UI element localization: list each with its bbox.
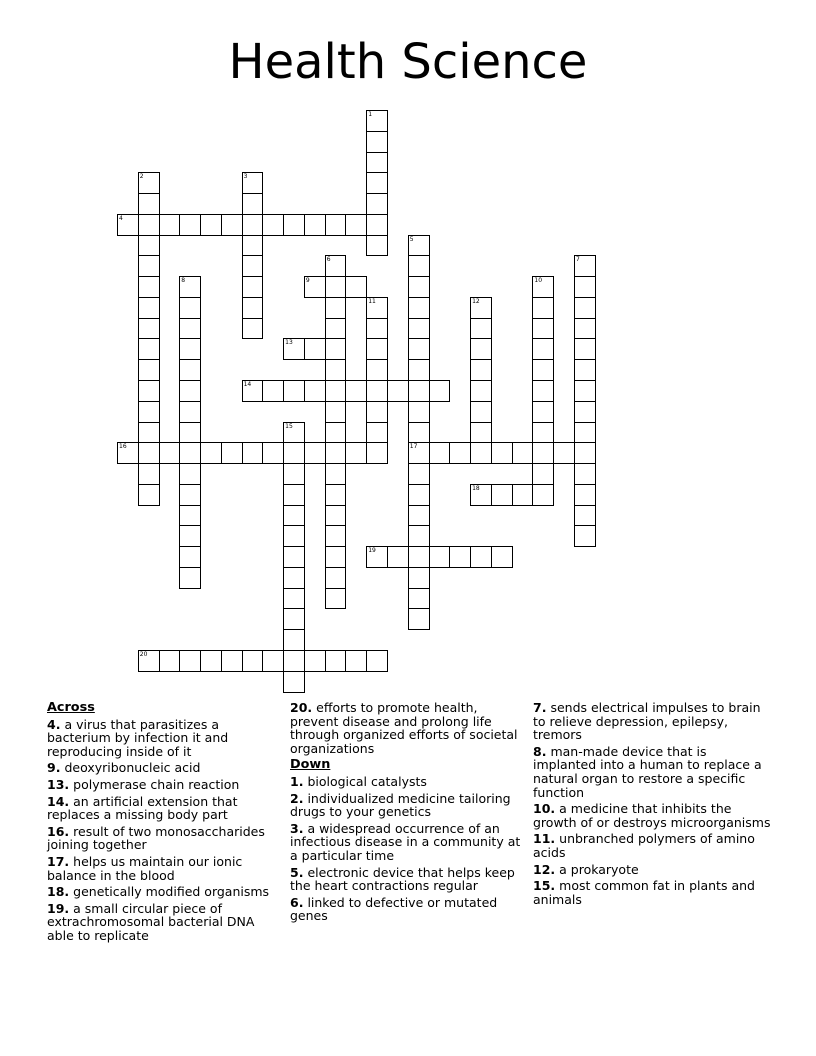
grid-cell[interactable]	[325, 318, 347, 340]
grid-cell[interactable]	[470, 546, 492, 568]
grid-cell[interactable]	[574, 442, 596, 464]
grid-cell[interactable]	[221, 214, 243, 236]
grid-cell[interactable]	[138, 463, 160, 485]
grid-cell[interactable]	[408, 338, 430, 360]
grid-cell[interactable]	[325, 650, 347, 672]
clue-down-3: 3. a widespread occurrence of an infectious disease in a community at a particular time	[290, 820, 521, 863]
clue-number: 3	[243, 173, 248, 181]
grid-cell[interactable]	[366, 235, 388, 257]
grid-cell[interactable]	[408, 567, 430, 589]
grid-cell[interactable]	[366, 152, 388, 174]
grid-cell[interactable]	[366, 401, 388, 423]
grid-cell[interactable]	[283, 608, 305, 630]
grid-cell[interactable]	[242, 650, 264, 672]
grid-cell[interactable]	[387, 380, 409, 402]
grid-cell[interactable]	[325, 505, 347, 527]
grid-cell[interactable]	[179, 214, 201, 236]
grid-cell[interactable]	[179, 505, 201, 527]
grid-cell[interactable]	[179, 276, 201, 298]
grid-cell[interactable]	[491, 484, 513, 506]
grid-cell[interactable]	[408, 380, 430, 402]
grid-cell[interactable]	[574, 297, 596, 319]
grid-cell[interactable]	[491, 546, 513, 568]
grid-cell[interactable]	[366, 214, 388, 236]
grid-cell[interactable]	[138, 276, 160, 298]
clue-number: 15	[285, 422, 293, 430]
grid-cell[interactable]	[283, 422, 305, 444]
grid-cell[interactable]	[408, 359, 430, 381]
grid-cell[interactable]	[304, 214, 326, 236]
grid-cell[interactable]	[200, 650, 222, 672]
clue-across-18: 18. genetically modified organisms	[47, 884, 270, 900]
grid-cell[interactable]	[325, 214, 347, 236]
grid-cell[interactable]	[325, 255, 347, 277]
grid-cell[interactable]	[345, 214, 367, 236]
grid-cell[interactable]	[325, 442, 347, 464]
grid-cell[interactable]	[179, 338, 201, 360]
clue-down-5: 5. electronic device that helps keep the heart contractions regular	[290, 864, 515, 894]
grid-cell[interactable]	[574, 318, 596, 340]
grid-cell[interactable]	[179, 297, 201, 319]
grid-cell[interactable]	[408, 525, 430, 547]
grid-cell[interactable]	[283, 463, 305, 485]
clue-across-13: 13. polymerase chain reaction	[47, 776, 240, 792]
clue-across-14: 14. an artificial extension that replaces a missing body part	[47, 793, 238, 823]
grid-cell[interactable]	[138, 235, 160, 257]
grid-cell[interactable]	[179, 442, 201, 464]
grid-cell[interactable]	[366, 359, 388, 381]
grid-cell[interactable]	[138, 193, 160, 215]
down-heading: Down	[290, 757, 331, 773]
grid-cell[interactable]	[345, 650, 367, 672]
grid-cell[interactable]	[138, 422, 160, 444]
grid-cell[interactable]	[117, 442, 139, 464]
grid-cell[interactable]	[325, 338, 347, 360]
grid-cell[interactable]	[138, 442, 160, 464]
grid-cell[interactable]	[242, 193, 264, 215]
grid-cell[interactable]	[138, 214, 160, 236]
grid-cell[interactable]	[138, 338, 160, 360]
grid-cell[interactable]	[366, 318, 388, 340]
grid-cell[interactable]	[138, 484, 160, 506]
clue-number: 20	[139, 651, 148, 659]
grid-cell[interactable]	[138, 318, 160, 340]
grid-cell[interactable]	[304, 338, 326, 360]
grid-cell[interactable]	[408, 463, 430, 485]
grid-cell[interactable]	[553, 442, 575, 464]
grid-cell[interactable]	[283, 567, 305, 589]
grid-cell[interactable]	[408, 401, 430, 423]
grid-cell[interactable]	[179, 525, 201, 547]
grid-cell[interactable]	[532, 338, 554, 360]
grid-cell[interactable]	[470, 297, 492, 319]
grid-cell[interactable]	[532, 422, 554, 444]
grid-cell[interactable]	[325, 525, 347, 547]
grid-cell[interactable]	[408, 484, 430, 506]
clue-number: 14	[243, 381, 252, 388]
grid-cell[interactable]	[366, 110, 388, 132]
clue-number: 4	[119, 214, 123, 222]
grid-cell[interactable]	[325, 401, 347, 423]
grid-cell[interactable]	[325, 484, 347, 506]
grid-cell[interactable]	[532, 401, 554, 423]
grid-cell[interactable]	[366, 546, 388, 568]
grid-cell[interactable]	[512, 484, 534, 506]
grid-cell[interactable]	[283, 629, 305, 651]
grid-cell[interactable]	[345, 276, 367, 298]
grid-cell[interactable]	[242, 380, 264, 402]
clue-number: 19	[368, 547, 376, 555]
grid-cell[interactable]	[138, 650, 160, 672]
grid-cell[interactable]	[408, 235, 430, 257]
grid-cell[interactable]	[200, 442, 222, 464]
clue-across-19: 19. a small circular piece of extrachromosomal bacterial DNA able to replicate	[47, 900, 255, 943]
grid-cell[interactable]	[366, 442, 388, 464]
grid-cell[interactable]	[138, 401, 160, 423]
grid-cell[interactable]	[262, 442, 284, 464]
grid-cell[interactable]	[408, 318, 430, 340]
grid-cell[interactable]	[138, 172, 160, 194]
grid-cell[interactable]	[574, 484, 596, 506]
grid-cell[interactable]	[138, 380, 160, 402]
grid-cell[interactable]	[532, 359, 554, 381]
grid-cell[interactable]	[408, 608, 430, 630]
grid-cell[interactable]	[325, 359, 347, 381]
clue-number: 10	[534, 277, 543, 285]
grid-cell[interactable]	[304, 276, 326, 298]
grid-cell[interactable]	[366, 131, 388, 153]
grid-cell[interactable]	[283, 484, 305, 506]
grid-cell[interactable]	[179, 380, 201, 402]
grid-cell[interactable]	[387, 546, 409, 568]
grid-cell[interactable]	[574, 276, 596, 298]
grid-cell[interactable]	[325, 297, 347, 319]
grid-cell[interactable]	[408, 588, 430, 610]
grid-cell[interactable]	[408, 505, 430, 527]
grid-cell[interactable]	[532, 380, 554, 402]
clue-number: 13	[285, 339, 293, 347]
grid-cell[interactable]	[574, 255, 596, 277]
grid-cell[interactable]	[408, 297, 430, 319]
clue-number: 1	[368, 111, 373, 118]
clue-down-6: 6. linked to defective or mutated genes	[290, 894, 498, 924]
grid-cell[interactable]	[138, 297, 160, 319]
clue-number: 8	[181, 277, 186, 285]
grid-cell[interactable]	[179, 463, 201, 485]
grid-cell[interactable]	[262, 650, 284, 672]
grid-cell[interactable]	[325, 546, 347, 568]
grid-cell[interactable]	[470, 422, 492, 444]
clue-number: 6	[326, 256, 331, 264]
grid-cell[interactable]	[179, 359, 201, 381]
grid-cell[interactable]	[366, 297, 388, 319]
grid-cell[interactable]	[179, 401, 201, 423]
grid-cell[interactable]	[574, 380, 596, 402]
grid-cell[interactable]	[408, 442, 430, 464]
grid-cell[interactable]	[532, 442, 554, 464]
grid-cell[interactable]	[408, 546, 430, 568]
grid-cell[interactable]	[449, 546, 471, 568]
grid-cell[interactable]	[179, 650, 201, 672]
grid-cell[interactable]	[283, 338, 305, 360]
grid-cell[interactable]	[574, 525, 596, 547]
clue-number: 18	[472, 484, 480, 492]
clue-number: 17	[409, 443, 418, 451]
grid-cell[interactable]	[179, 567, 201, 589]
grid-cell[interactable]	[283, 214, 305, 236]
clues-column-2	[290, 701, 525, 926]
grid-cell[interactable]	[470, 380, 492, 402]
grid-cell[interactable]	[221, 650, 243, 672]
grid-cell[interactable]	[242, 318, 264, 340]
grid-cell[interactable]	[221, 442, 243, 464]
clue-down-10: 10. a medicine that inhibits the growth of or destroys microorganisms	[533, 801, 771, 830]
grid-cell[interactable]	[429, 380, 451, 402]
grid-cell[interactable]	[283, 380, 305, 402]
clue-down-7: 7. sends electrical impulses to brain to relieve depression, epilepsy, tremors	[533, 700, 761, 743]
grid-cell[interactable]	[366, 172, 388, 194]
clue-number: 9	[305, 277, 310, 285]
grid-cell[interactable]	[366, 193, 388, 215]
grid-cell[interactable]	[325, 588, 347, 610]
grid-cell[interactable]	[262, 214, 284, 236]
grid-cell[interactable]	[449, 442, 471, 464]
grid-cell[interactable]	[470, 484, 492, 506]
grid-cell[interactable]	[429, 546, 451, 568]
grid-cell[interactable]	[325, 276, 347, 298]
grid-cell[interactable]	[262, 380, 284, 402]
clue-down-11: 11. unbranched polymers of amino acids	[533, 831, 755, 860]
grid-cell[interactable]	[179, 318, 201, 340]
clue-down-1: 1. biological catalysts	[290, 773, 427, 789]
grid-cell[interactable]	[574, 359, 596, 381]
grid-cell[interactable]	[366, 338, 388, 360]
grid-cell[interactable]	[159, 442, 181, 464]
clue-across-4: 4. a virus that parasitizes a bacterium by infection it and reproducing inside of it	[47, 716, 229, 759]
grid-cell[interactable]	[366, 380, 388, 402]
grid-cell[interactable]	[325, 567, 347, 589]
clue-down-8: 8. man-made device that is implanted into a human to replace a natural organ to restore a specific function	[533, 743, 762, 800]
grid-cell[interactable]	[242, 276, 264, 298]
grid-cell[interactable]	[470, 338, 492, 360]
grid-cell[interactable]	[283, 546, 305, 568]
grid-cell[interactable]	[408, 276, 430, 298]
clues-column-1	[47, 701, 282, 946]
grid-cell[interactable]	[408, 255, 430, 277]
puzzle-title: Health Science	[228, 34, 588, 90]
grid-cell[interactable]	[366, 422, 388, 444]
grid-cell[interactable]	[117, 214, 139, 236]
grid-cell[interactable]	[304, 380, 326, 402]
grid-cell[interactable]	[574, 338, 596, 360]
grid-cell[interactable]	[179, 484, 201, 506]
grid-cell[interactable]	[325, 463, 347, 485]
clue-across-9: 9. deoxyribonucleic acid	[47, 760, 201, 776]
grid-cell[interactable]	[512, 442, 534, 464]
clue-across-17: 17. helps us maintain our ionic balance in the blood	[47, 853, 243, 883]
grid-cell[interactable]	[242, 442, 264, 464]
grid-cell[interactable]	[429, 442, 451, 464]
grid-cell[interactable]	[325, 380, 347, 402]
grid-cell[interactable]	[200, 214, 222, 236]
clues-column-3	[533, 701, 773, 909]
clue-number: 5	[409, 235, 414, 243]
grid-cell[interactable]	[138, 359, 160, 381]
grid-cell[interactable]	[283, 588, 305, 610]
grid-cell[interactable]	[283, 671, 305, 693]
grid-cell[interactable]	[470, 401, 492, 423]
grid-cell[interactable]	[242, 235, 264, 257]
grid-cell[interactable]	[470, 442, 492, 464]
across-heading: Across	[47, 700, 95, 715]
grid-cell[interactable]	[366, 650, 388, 672]
grid-cell[interactable]	[304, 650, 326, 672]
grid-cell[interactable]	[574, 505, 596, 527]
grid-cell[interactable]	[491, 442, 513, 464]
grid-cell[interactable]	[179, 422, 201, 444]
grid-cell[interactable]	[470, 318, 492, 340]
grid-cell[interactable]	[159, 650, 181, 672]
clue-number: 7	[575, 256, 580, 264]
clue-number: 11	[368, 297, 376, 305]
grid-cell[interactable]	[574, 401, 596, 423]
grid-cell[interactable]	[242, 297, 264, 319]
grid-cell[interactable]	[532, 276, 554, 298]
clue-number: 2	[139, 173, 144, 181]
grid-cell[interactable]	[242, 214, 264, 236]
clue-down-15: 15. most common fat in plants and animals	[533, 878, 755, 907]
grid-cell[interactable]	[574, 463, 596, 485]
grid-cell[interactable]	[574, 422, 596, 444]
grid-cell[interactable]	[138, 255, 160, 277]
clue-number: 12	[472, 297, 480, 305]
grid-cell[interactable]	[532, 463, 554, 485]
clue-across-20: 20. efforts to promote health, prevent disease and prolong life through organized efforts of societal organizations	[290, 700, 518, 756]
grid-cell[interactable]	[408, 422, 430, 444]
grid-cell[interactable]	[283, 442, 305, 464]
grid-cell[interactable]	[532, 484, 554, 506]
grid-cell[interactable]	[283, 650, 305, 672]
grid-cell[interactable]	[345, 380, 367, 402]
grid-cell[interactable]	[179, 546, 201, 568]
grid-cell[interactable]	[242, 255, 264, 277]
clue-across-16: 16. result of two monosaccharides joining together	[47, 823, 265, 853]
grid-cell[interactable]	[283, 525, 305, 547]
grid-cell[interactable]	[325, 422, 347, 444]
grid-cell[interactable]	[159, 214, 181, 236]
grid-cell[interactable]	[532, 318, 554, 340]
grid-cell[interactable]	[345, 442, 367, 464]
grid-cell[interactable]	[304, 442, 326, 464]
grid-cell[interactable]	[532, 297, 554, 319]
grid-cell[interactable]	[242, 172, 264, 194]
grid-cell[interactable]	[470, 359, 492, 381]
clue-down-12: 12. a prokaryote	[533, 861, 639, 877]
grid-cell[interactable]	[283, 505, 305, 527]
clue-down-2: 2. individualized medicine tailoring drugs to your genetics	[290, 790, 511, 820]
clue-number: 16	[119, 443, 127, 451]
